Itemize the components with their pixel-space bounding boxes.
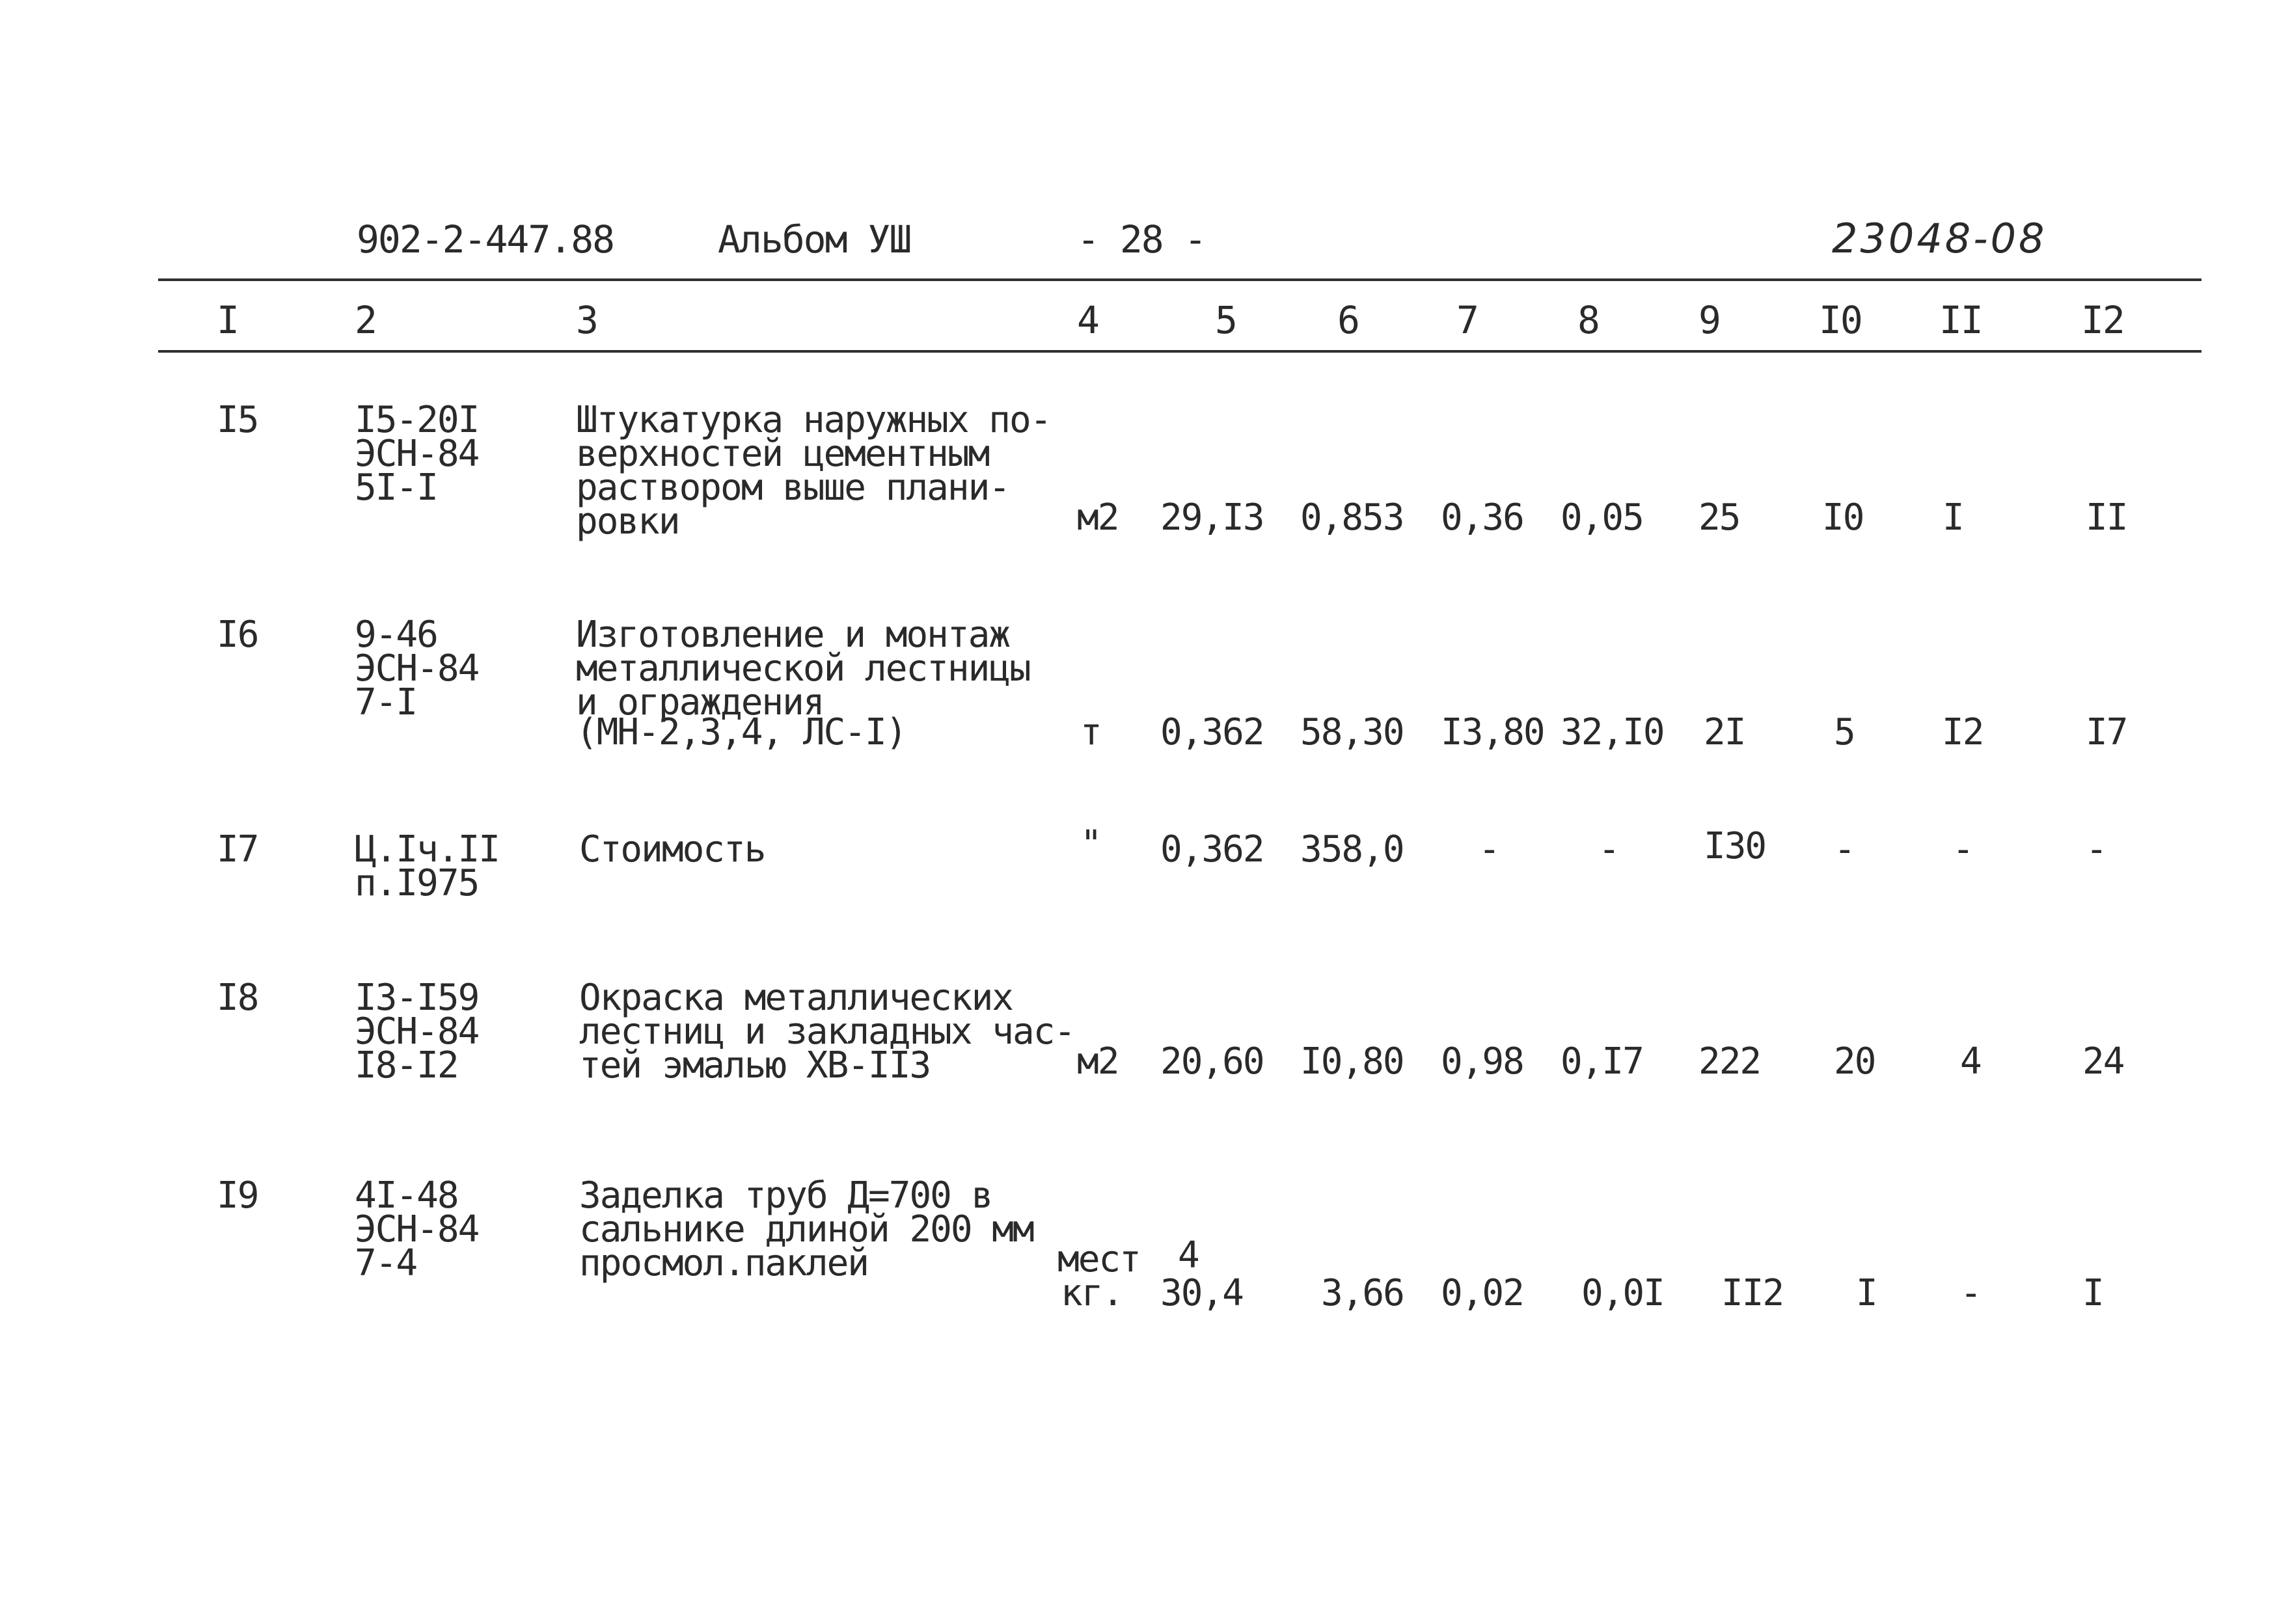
value-col-7: 0,02 xyxy=(1441,1272,1523,1314)
norm-code-line: 9-46 xyxy=(355,614,437,656)
value-col-8: - xyxy=(1598,828,1619,871)
value-col-8: 0,0I xyxy=(1581,1272,1664,1314)
value-col-9: 222 xyxy=(1698,1040,1761,1083)
norm-code-line: 7-I xyxy=(355,681,417,724)
column-header-10: I0 xyxy=(1819,298,1862,342)
column-header-11: II xyxy=(1939,298,1982,342)
column-header-6: 6 xyxy=(1337,298,1359,342)
norm-code-line: 5I-I xyxy=(355,467,437,509)
column-header-5: 5 xyxy=(1215,298,1236,342)
quantity: 20,60 xyxy=(1160,1040,1264,1083)
unit: м2 xyxy=(1077,1040,1119,1083)
norm-code-line: I5-20I xyxy=(355,399,479,441)
value-col-6: 358,0 xyxy=(1300,828,1404,871)
value-col-12: I7 xyxy=(2086,711,2127,753)
work-description-line: верхностей цементным xyxy=(576,433,989,475)
value-col-7: I3,80 xyxy=(1441,711,1544,753)
work-description-line: Заделка труб Д=700 в xyxy=(579,1174,992,1217)
value-col-6: 3,66 xyxy=(1321,1272,1404,1314)
quantity: 0,362 xyxy=(1160,711,1264,753)
header-bottom-rule xyxy=(158,350,2201,353)
norm-code-line: ЭСН-84 xyxy=(355,1010,479,1053)
value-col-11: 4 xyxy=(1960,1040,1981,1083)
row-number: I6 xyxy=(217,614,258,656)
column-header-2: 2 xyxy=(355,298,376,342)
norm-code-line: п.I975 xyxy=(355,862,479,904)
value-col-12: II xyxy=(2086,496,2127,539)
value-col-6: I0,80 xyxy=(1300,1040,1404,1083)
unit: т xyxy=(1080,711,1101,753)
work-description-line: сальнике длиной 200 мм xyxy=(579,1208,1033,1251)
quantity: 29,I3 xyxy=(1160,496,1264,539)
column-header-8: 8 xyxy=(1577,298,1599,342)
work-description-line: и ограждения xyxy=(576,681,824,724)
document-code: 902-2-447.88 xyxy=(357,217,614,262)
work-description-line: просмол.паклей xyxy=(579,1242,869,1284)
value-col-8: 0,05 xyxy=(1561,496,1643,539)
header-top-rule xyxy=(158,278,2201,281)
norm-code-line: I8-I2 xyxy=(355,1044,458,1087)
column-header-3: 3 xyxy=(576,298,597,342)
value-col-11: - xyxy=(1960,1272,1981,1314)
row-number: I9 xyxy=(217,1174,258,1217)
work-description-line: (МН-2,3,4, ЛС-I) xyxy=(576,711,906,753)
album-label: Альбом УШ xyxy=(718,217,911,262)
value-col-7: - xyxy=(1479,828,1499,871)
work-description-line: Окраска металлических xyxy=(579,977,1013,1019)
column-header-12: I2 xyxy=(2081,298,2124,342)
value-col-8: 0,I7 xyxy=(1561,1040,1643,1083)
work-description-line: Стоимость xyxy=(579,828,765,871)
work-description-line: раствором выше плани- xyxy=(576,467,1010,509)
value-col-10: I0 xyxy=(1822,496,1864,539)
row-number: I8 xyxy=(217,977,258,1019)
work-description-line: тей эмалью ХВ-II3 xyxy=(579,1044,931,1087)
value-col-8: 32,I0 xyxy=(1561,711,1664,753)
row-number: I5 xyxy=(217,399,258,441)
value-col-9: II2 xyxy=(1721,1272,1784,1314)
column-header-4: 4 xyxy=(1077,298,1098,342)
unit-secondary: кг. xyxy=(1061,1272,1123,1314)
norm-code-line: 7-4 xyxy=(355,1242,417,1284)
norm-code-line: Ц.Iч.II xyxy=(355,828,500,871)
norm-code-line: I3-I59 xyxy=(355,977,479,1019)
value-col-12: - xyxy=(2086,828,2106,871)
work-description-line: Изготовление и монтаж xyxy=(576,614,1010,656)
value-col-9: 25 xyxy=(1698,496,1740,539)
value-col-9: I30 xyxy=(1704,825,1766,867)
unit: м2 xyxy=(1077,496,1119,539)
work-description-line: ровки xyxy=(576,500,679,543)
quantity: 4 xyxy=(1178,1234,1199,1277)
value-col-7: 0,98 xyxy=(1441,1040,1523,1083)
norm-code-line: ЭСН-84 xyxy=(355,433,479,475)
quantity-secondary: 30,4 xyxy=(1160,1272,1243,1314)
value-col-11: I xyxy=(1942,496,1963,539)
unit: мест xyxy=(1057,1238,1140,1280)
row-number: I7 xyxy=(217,828,258,871)
work-description-line: металлической лестницы xyxy=(576,647,1030,690)
value-col-11: - xyxy=(1952,828,1973,871)
column-header-7: 7 xyxy=(1456,298,1478,342)
column-header-9: 9 xyxy=(1698,298,1720,342)
value-col-11: I2 xyxy=(1942,711,1983,753)
unit: " xyxy=(1080,823,1101,865)
value-col-10: I xyxy=(1856,1272,1877,1314)
inventory-stamp: 23048-08 xyxy=(1832,215,2047,262)
work-description-line: Штукатурка наружных по- xyxy=(576,399,1051,441)
page-number: - 28 - xyxy=(1077,217,1206,262)
value-col-6: 58,30 xyxy=(1300,711,1404,753)
norm-code-line: ЭСН-84 xyxy=(355,1208,479,1251)
work-description-line: лестниц и закладных час- xyxy=(579,1010,1075,1053)
norm-code-line: ЭСН-84 xyxy=(355,647,479,690)
value-col-10: 20 xyxy=(1834,1040,1875,1083)
norm-code-line: 4I-48 xyxy=(355,1174,458,1217)
value-col-12: 24 xyxy=(2082,1040,2124,1083)
quantity: 0,362 xyxy=(1160,828,1264,871)
value-col-6: 0,853 xyxy=(1300,496,1404,539)
value-col-7: 0,36 xyxy=(1441,496,1523,539)
value-col-12: I xyxy=(2082,1272,2103,1314)
value-col-9: 2I xyxy=(1704,711,1745,753)
value-col-10: - xyxy=(1834,828,1855,871)
value-col-10: 5 xyxy=(1834,711,1855,753)
column-header-1: I xyxy=(217,298,238,342)
